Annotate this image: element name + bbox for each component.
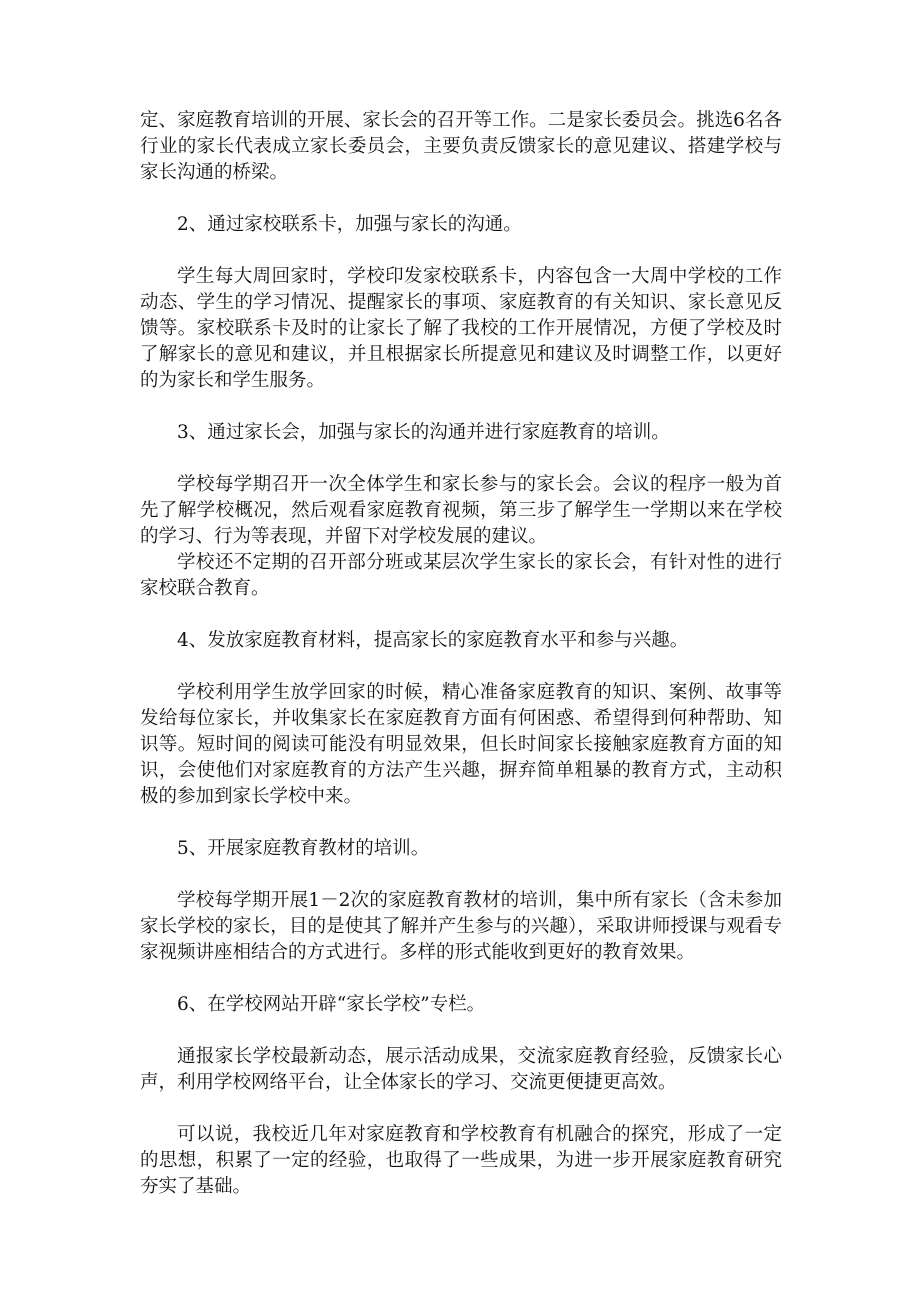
heading-parent-meeting: 3、通过家长会，加强与家长的沟通并进行家庭教育的培训。 (177, 422, 670, 443)
heading-textbook-training: 5、开展家庭教育教材的培训。 (177, 838, 430, 859)
paragraph-materials: 学校利用学生放学回家的时候，精心准备家庭教育的知识、案例、故事等发给每位家长，并收集家长在家庭教育方面有何困惑、希望得到何种帮助、知识等。短时间的阅读可能没有明显效果，但长时间家长接触家庭教育方面的知识，会使他们对家庭教育的方法产生兴趣，摒弃简单粗暴的教育方式，主动积极的参加到家长学校中来。 (140, 682, 782, 807)
heading-website-column: 6、在学校网站开辟“家长学校”专栏。 (177, 994, 486, 1015)
paragraph-textbook-training: 学校每学期开展1－2次的家庭教育教材的培训，集中所有家长（含未参加家长学校的家长，目的是使其了解并产生参与的兴趣），采取讲师授课与观看专家视频讲座相结合的方式进行。多样的形式能收到更好的教育效果。 (140, 890, 782, 963)
document-body (140, 108, 782, 1200)
paragraph-conclusion: 可以说，我校近几年对家庭教育和学校教育有机融合的探究，形成了一定的思想，积累了一定的经验，也取得了一些成果，为进一步开展家庭教育研究夯实了基础。 (140, 1124, 782, 1197)
heading-contact-card: 2、通过家校联系卡，加强与家长的沟通。 (177, 214, 522, 235)
paragraph-website-column: 通报家长学校最新动态，展示活动成果，交流家庭教育经验，反馈家长心声，利用学校网络平台，让全体家长的学习、交流更便捷更高效。 (140, 1046, 782, 1093)
heading-materials: 4、发放家庭教育材料，提高家长的家庭教育水平和参与兴趣。 (177, 630, 689, 651)
paragraph-continued-committee: 定、家庭教育培训的开展、家长会的召开等工作。二是家长委员会。挑选6名各行业的家长代表成立家长委员会，主要负责反馈家长的意见建议、搭建学校与家长沟通的桥梁。 (140, 110, 782, 183)
paragraph-parent-meeting: 学校每学期召开一次全体学生和家长参与的家长会。会议的程序一般为首先了解学校概况，然后观看家庭教育视频，第三步了解学生一学期以来在学校的学习、行为等表现，并留下对学校发展的建议。 (140, 474, 782, 547)
paragraph-parent-meeting-extra: 学校还不定期的召开部分班或某层次学生家长的家长会，有针对性的进行家校联合教育。 (140, 552, 782, 599)
paragraph-contact-card: 学生每大周回家时，学校印发家校联系卡，内容包含一大周中学校的工作动态、学生的学习情况、提醒家长的事项、家庭教育的有关知识、家长意见反馈等。家校联系卡及时的让家长了解了我校的工作开展情况，方便了学校及时了解家长的意见和建议，并且根据家长所提意见和建议及时调整工作，以更好的为家长和学生服务。 (140, 266, 782, 391)
